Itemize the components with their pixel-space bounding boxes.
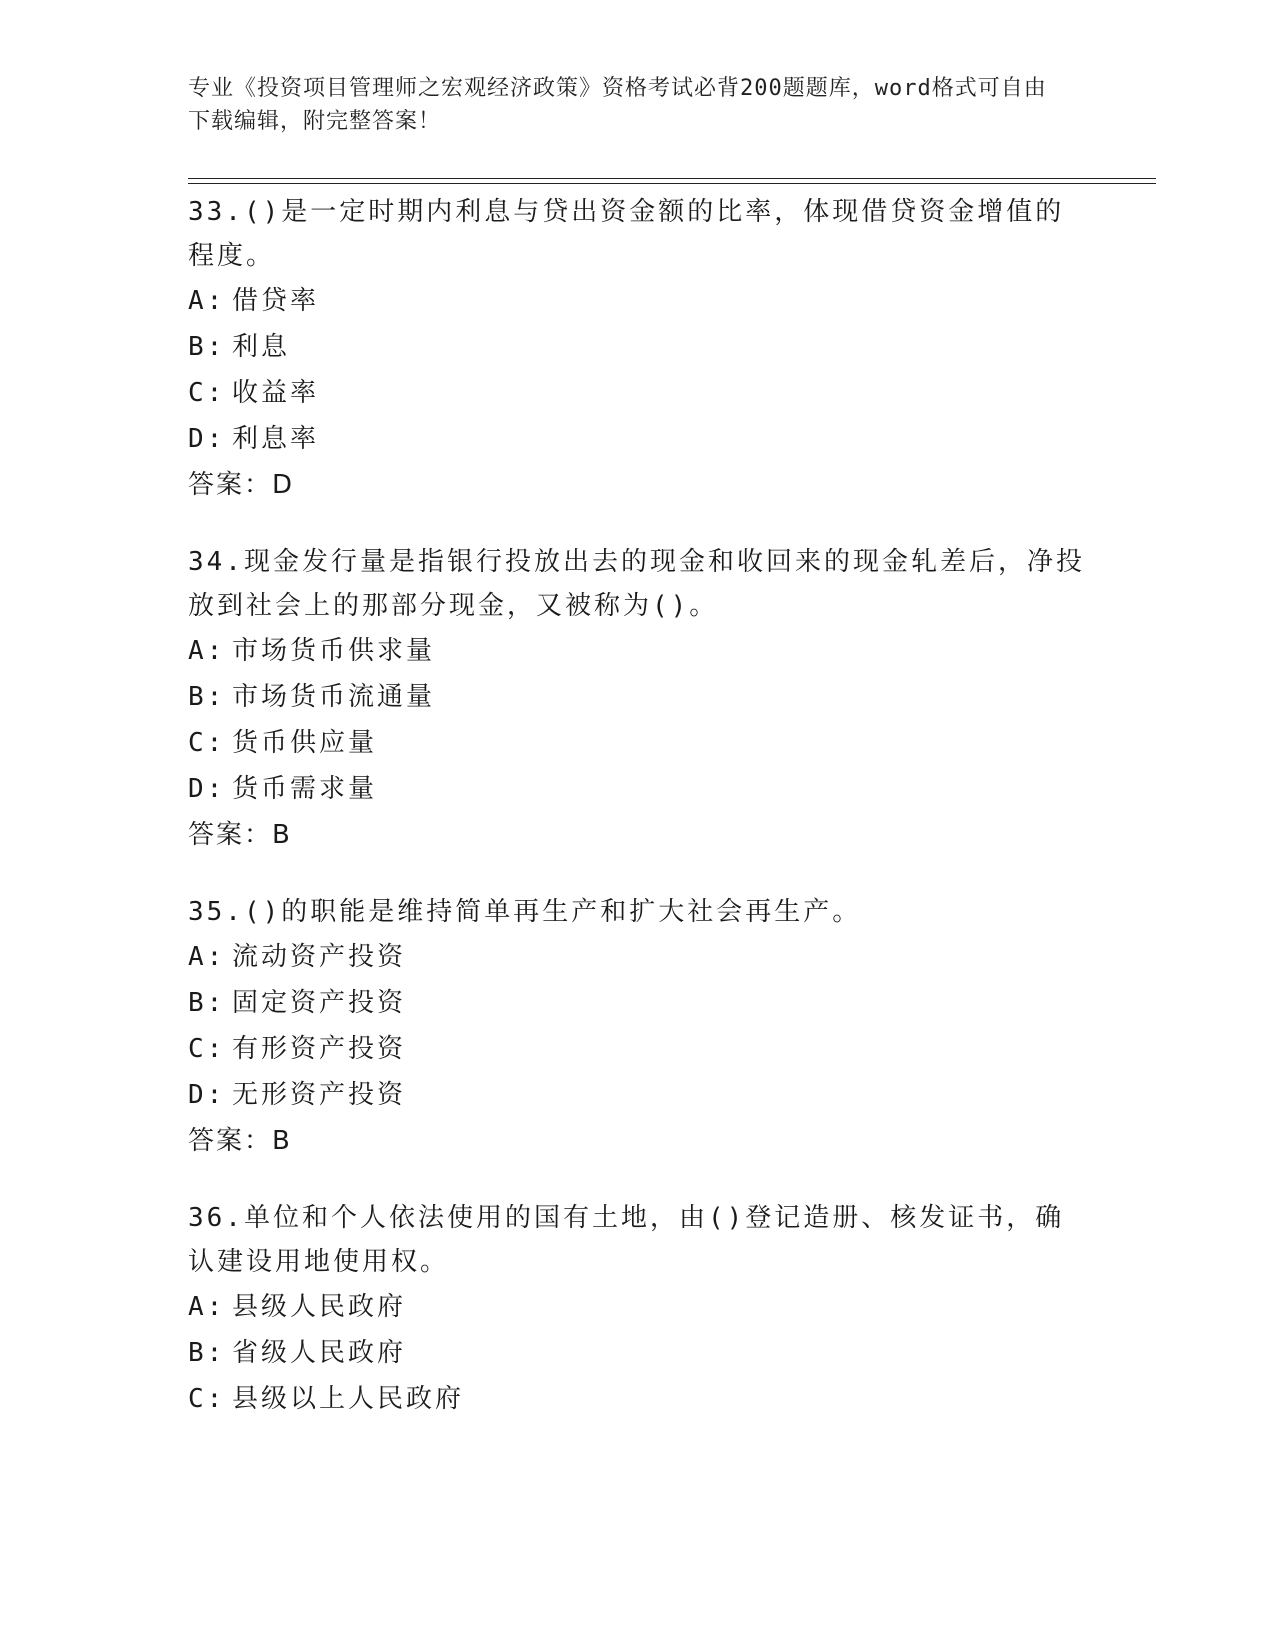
option-letter: A:	[188, 636, 226, 666]
option-letter: A:	[188, 1292, 226, 1322]
option-text: 县级以上人民政府	[232, 1384, 465, 1414]
question-stem: 34.现金发行量是指银行投放出去的现金和收回来的现金轧差后，净投放到社会上的那部分现金，又被称为()。	[188, 547, 1085, 621]
option-c	[188, 1026, 1088, 1072]
option-a	[188, 278, 1088, 324]
option-c	[188, 720, 1088, 766]
option-letter: C:	[188, 728, 226, 758]
option-letter: D:	[188, 1080, 226, 1110]
question-stem: 33.()是一定时期内利息与贷出资金额的比率，体现借贷资金增值的程度。	[188, 197, 1065, 271]
option-d	[188, 1072, 1088, 1118]
question-35	[188, 890, 1088, 1164]
option-c	[188, 1376, 1088, 1422]
option-b	[188, 674, 1088, 720]
question-stem: 36.单位和个人依法使用的国有土地，由()登记造册、核发证书，确认建设用地使用权。	[188, 1203, 1065, 1277]
option-letter: B:	[188, 988, 226, 1018]
option-d	[188, 416, 1088, 462]
question-34	[188, 540, 1088, 858]
document-header: 专业《投资项目管理师之宏观经济政策》资格考试必背200题题库，word格式可自由下载编辑，附完整答案！	[188, 76, 1047, 134]
option-text: 县级人民政府	[232, 1292, 407, 1322]
option-letter: B:	[188, 682, 226, 712]
option-b	[188, 980, 1088, 1026]
option-b	[188, 324, 1088, 370]
answer-text: 答案：D	[188, 470, 295, 500]
option-a	[188, 934, 1088, 980]
option-text: 利息	[232, 332, 291, 362]
option-b	[188, 1330, 1088, 1376]
option-text: 市场货币流通量	[232, 682, 436, 712]
question-stem: 35.()的职能是维持简单再生产和扩大社会再生产。	[188, 897, 862, 927]
option-letter: A:	[188, 942, 226, 972]
option-text: 无形资产投资	[232, 1080, 407, 1110]
question-33	[188, 190, 1088, 508]
option-text: 收益率	[232, 378, 320, 408]
answer-text: 答案：B	[188, 1126, 292, 1156]
option-letter: C:	[188, 1034, 226, 1064]
option-d	[188, 766, 1088, 812]
question-36	[188, 1196, 1088, 1422]
option-letter: C:	[188, 1384, 226, 1414]
option-a	[188, 1284, 1088, 1330]
option-letter: A:	[188, 286, 226, 316]
header-divider-bottom	[188, 183, 1156, 184]
header-divider-top	[188, 178, 1156, 179]
option-c	[188, 370, 1088, 416]
option-text: 流动资产投资	[232, 942, 407, 972]
option-letter: D:	[188, 774, 226, 804]
option-text: 利息率	[232, 424, 320, 454]
option-text: 省级人民政府	[232, 1338, 407, 1368]
option-letter: B:	[188, 332, 226, 362]
option-text: 借贷率	[232, 286, 320, 316]
option-letter: D:	[188, 424, 226, 454]
option-text: 货币需求量	[232, 774, 378, 804]
option-letter: B:	[188, 1338, 226, 1368]
answer-text: 答案：B	[188, 820, 292, 850]
option-text: 市场货币供求量	[232, 636, 436, 666]
option-a	[188, 628, 1088, 674]
option-letter: C:	[188, 378, 226, 408]
option-text: 固定资产投资	[232, 988, 407, 1018]
option-text: 有形资产投资	[232, 1034, 407, 1064]
option-text: 货币供应量	[232, 728, 378, 758]
